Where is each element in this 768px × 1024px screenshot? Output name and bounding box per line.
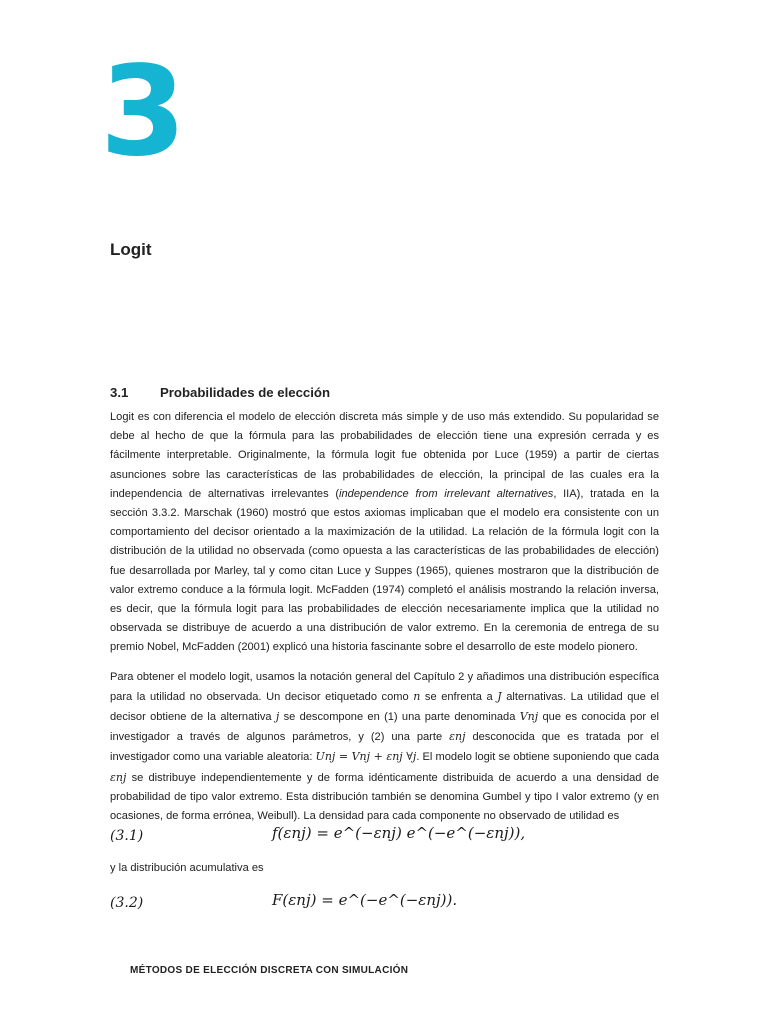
- p2-text-6: desconocida que es tratada por el investigador como una variable aleatoria:: [110, 731, 659, 764]
- p2-text-4: se descompone en (1) una parte denominada: [279, 711, 520, 724]
- equation-formula: F(εnj) = e^(−e^(−εnj)).: [272, 891, 458, 909]
- p2-text-2: se enfrenta a: [420, 690, 498, 703]
- p2-math-eps-2: εnj: [110, 770, 127, 784]
- p2-text-7: . El modelo logit se obtiene suponiendo que cada: [416, 751, 659, 764]
- equation-label: (3.1): [110, 828, 144, 844]
- p2-text-8: se distribuye independientemente y de forma idénticamente distribuida de acuerdo a una densidad de probabilidad de tipo valor extremo. Esta distribución también se denomina Gumbel y tipo I valor extremo (y en ocasiones, de forma errónea, Weibull). La densidad para cada componente no observado de utilidad es: [110, 771, 659, 823]
- p2-text-1: Para obtener el modelo logit, usamos la notación general del Capítulo 2 y añadimos una distribución específica para la utilidad no observada. Un decisor etiquetado como: [110, 670, 659, 703]
- paragraph-1-text-b: , IIA), tratada en la sección 3.3.2. Marschak (1960) mostró que estos axiomas implicaban que el modelo era consistente con un comportamiento del decisor orientado a la maximización de la utilidad. La relación de la fórmula logit con la distribución de la utilidad no observada (como opuesta a las características de las probabilidades de elección) fue desarrollada por Marley, tal y como citan Luce y Suppes (1965), quienes mostraron que la distribución de valor extremo conduce a la fórmula logit. McFadden (1974) completó el análisis mostrando la relación inversa, es decir, que la fórmula logit para las probabilidades de elección necesariamente implica que la utilidad no observada se distribuye de acuerdo a una distribución de valor extremo. En la ceremonia de entrega de su premio Nobel, McFadden (2001) explicó una historia fascinante sobre el desarrollo de este modelo pionero.: [110, 487, 659, 654]
- equation-label: (3.2): [110, 895, 144, 911]
- paragraph-1-italic: independence from irrelevant alternatives: [339, 487, 554, 500]
- p2-math-j: j: [275, 710, 280, 724]
- p2-math-eps: εnj: [449, 730, 466, 744]
- section-number: 3.1: [110, 385, 129, 400]
- equation-3-1: [110, 818, 659, 858]
- p2-text-5: que es conocida por el investigador a través de algunos parámetros, y (2) una parte: [110, 711, 660, 744]
- paragraph-2: [110, 668, 659, 827]
- chapter-title: Logit: [110, 240, 152, 259]
- p2-text-3: alternativas. La utilidad que el decisor obtiene de la alternativa: [110, 690, 659, 724]
- p2-math-utility: Unj = Vnj + εnj ∀j: [315, 750, 417, 764]
- between-text: y la distribución acumulativa es: [110, 862, 264, 874]
- equation-3-2: [110, 885, 659, 925]
- page-footer: MÉTODOS DE ELECCIÓN DISCRETA CON SIMULACIÓN: [130, 965, 409, 976]
- chapter-number: 3: [100, 40, 185, 184]
- p2-math-J: J: [497, 689, 502, 703]
- section-heading: [110, 385, 330, 400]
- paragraph-1-text-a: Logit es con diferencia el modelo de elección discreta más simple y de uso más extendido. Su popularidad se debe al hecho de que la fórmula para las probabilidades de elección tiene una expresión cerrada y es fácilmente interpretable. Originalmente, la fórmula logit fue obtenida por Luce (1959) a partir de ciertas asunciones sobre las características de las probabilidades de elección, la principal de las cuales era la independencia de alternativas irrelevantes (: [110, 411, 659, 500]
- equation-formula: f(εnj) = e^(−εnj) e^(−e^(−εnj)),: [272, 824, 526, 842]
- section-title: Probabilidades de elección: [160, 385, 331, 400]
- p2-math-n: n: [413, 689, 421, 703]
- body-text: [110, 408, 659, 836]
- p2-math-Vnj: Vnj: [519, 710, 539, 724]
- paragraph-1: [110, 408, 659, 658]
